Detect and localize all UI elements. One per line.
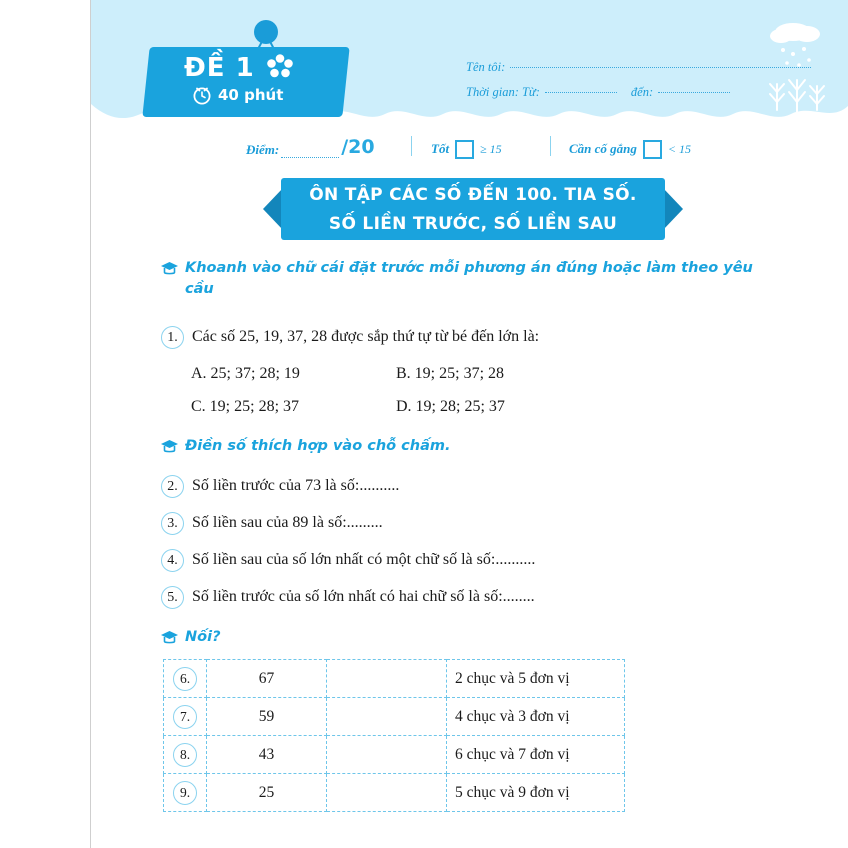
table-row [164, 736, 625, 774]
good-checkbox[interactable] [455, 140, 474, 159]
time-from-input-line[interactable] [545, 92, 617, 93]
question-3 [161, 512, 781, 535]
option-d[interactable]: D. 19; 28; 25; 37 [396, 398, 505, 415]
question-4-number: 4. [161, 549, 184, 572]
worksheet-content [161, 258, 781, 812]
question-1-options-row-2 [161, 398, 781, 416]
table-row [164, 698, 625, 736]
row-value-cell[interactable]: 59 [207, 698, 327, 736]
option-b[interactable]: B. 19; 25; 37; 28 [396, 365, 505, 382]
row-number-cell [164, 774, 207, 812]
score-divider-1 [411, 136, 412, 156]
graduation-cap-icon [161, 262, 178, 275]
exam-label: ĐỀ 1 [184, 53, 255, 83]
good-checkbox-group[interactable] [431, 138, 502, 157]
row-text-cell[interactable]: 4 chục và 3 đơn vị [447, 698, 625, 736]
duration-label: 40 phút [218, 86, 284, 104]
row-matching-gap[interactable] [327, 698, 447, 736]
question-1-number: 1. [161, 326, 184, 349]
time-field-row[interactable] [466, 85, 811, 100]
effort-checkbox[interactable] [643, 140, 662, 159]
lesson-title [281, 178, 665, 240]
question-9-number: 9. [173, 781, 197, 805]
ribbon-tail-left [263, 188, 283, 230]
question-2-number: 2. [161, 475, 184, 498]
plaque-knob-icon [254, 20, 278, 44]
clock-icon [192, 85, 212, 105]
question-7-number: 7. [173, 705, 197, 729]
option-a[interactable]: A. 25; 37; 28; 19 [191, 365, 300, 382]
good-label: Tốt [431, 141, 450, 156]
exam-plaque [146, 10, 376, 118]
section-heading-1-text: Khoanh vào chữ cái đặt trước mỗi phương án đúng hoặc làm theo yêu cầu [185, 260, 753, 297]
good-condition: ≥ 15 [480, 142, 502, 156]
score-row [91, 130, 848, 164]
question-4-text[interactable]: Số liền sau của số lớn nhất có một chữ số là số:.......... [192, 551, 536, 568]
name-input-line[interactable] [510, 67, 811, 68]
row-number-cell [164, 660, 207, 698]
row-text-cell[interactable]: 6 chục và 7 đơn vị [447, 736, 625, 774]
name-field-row[interactable] [466, 60, 811, 75]
worksheet-sheet [91, 0, 848, 848]
row-matching-gap[interactable] [327, 774, 447, 812]
plaque-content [146, 47, 346, 117]
question-5-text[interactable]: Số liền trước của số lớn nhất có hai chữ số là số:........ [192, 588, 535, 605]
table-row [164, 660, 625, 698]
score-input-line[interactable] [281, 145, 339, 158]
question-4 [161, 549, 781, 572]
graduation-cap-icon [161, 631, 178, 644]
section-heading-1 [161, 258, 761, 300]
student-info-fields [466, 60, 811, 110]
option-c[interactable]: C. 19; 25; 28; 37 [191, 398, 300, 415]
row-number-cell [164, 736, 207, 774]
score-field[interactable] [246, 136, 375, 158]
ribbon-tail-right [663, 188, 683, 230]
table-row [164, 774, 625, 812]
top-banner [91, 0, 848, 122]
question-1 [161, 326, 781, 349]
question-2 [161, 475, 781, 498]
row-matching-gap[interactable] [327, 736, 447, 774]
effort-checkbox-group[interactable] [569, 138, 691, 157]
duration-row [192, 85, 283, 105]
row-number-cell [164, 698, 207, 736]
section-heading-2-text: Điền số thích hợp vào chỗ chấm. [185, 438, 451, 454]
lesson-title-line1: ÔN TẬP CÁC SỐ ĐẾN 100. TIA SỐ. [309, 185, 637, 205]
lesson-title-ribbon [263, 178, 683, 240]
row-value-cell[interactable]: 25 [207, 774, 327, 812]
question-1-options-row-1 [161, 365, 781, 383]
effort-condition: < 15 [667, 142, 692, 156]
question-2-text[interactable]: Số liền trước của 73 là số:.......... [192, 477, 400, 494]
time-label: Thời gian: Từ: [466, 85, 540, 99]
question-3-number: 3. [161, 512, 184, 535]
matching-table [163, 659, 625, 812]
question-6-number: 6. [173, 667, 197, 691]
time-to-label: đến: [630, 85, 654, 99]
row-text-cell[interactable]: 2 chục và 5 đơn vị [447, 660, 625, 698]
graduation-cap-icon [161, 440, 178, 453]
name-label: Tên tôi: [466, 60, 506, 74]
score-divider-2 [550, 136, 551, 156]
lesson-title-line2: SỐ LIỀN TRƯỚC, SỐ LIỀN SAU [328, 214, 618, 234]
question-5-number: 5. [161, 586, 184, 609]
question-5 [161, 586, 781, 609]
question-8-number: 8. [173, 743, 197, 767]
time-to-input-line[interactable] [658, 92, 730, 93]
effort-label: Cần cố gắng [569, 141, 637, 156]
question-3-text[interactable]: Số liền sau của 89 là số:......... [192, 514, 383, 531]
section-heading-3 [161, 627, 781, 648]
page-margin-strip [0, 0, 91, 848]
row-text-cell[interactable]: 5 chục và 9 đơn vị [447, 774, 625, 812]
flower-icon [266, 53, 294, 81]
section-heading-2 [161, 436, 781, 457]
score-total: /20 [341, 136, 375, 158]
section-heading-3-text: Nối? [185, 629, 221, 645]
row-value-cell[interactable]: 43 [207, 736, 327, 774]
score-label: Điểm: [246, 142, 280, 157]
row-matching-gap[interactable] [327, 660, 447, 698]
row-value-cell[interactable]: 67 [207, 660, 327, 698]
question-1-text: Các số 25, 19, 37, 28 được sắp thứ tự từ bé đến lớn là: [192, 328, 540, 345]
